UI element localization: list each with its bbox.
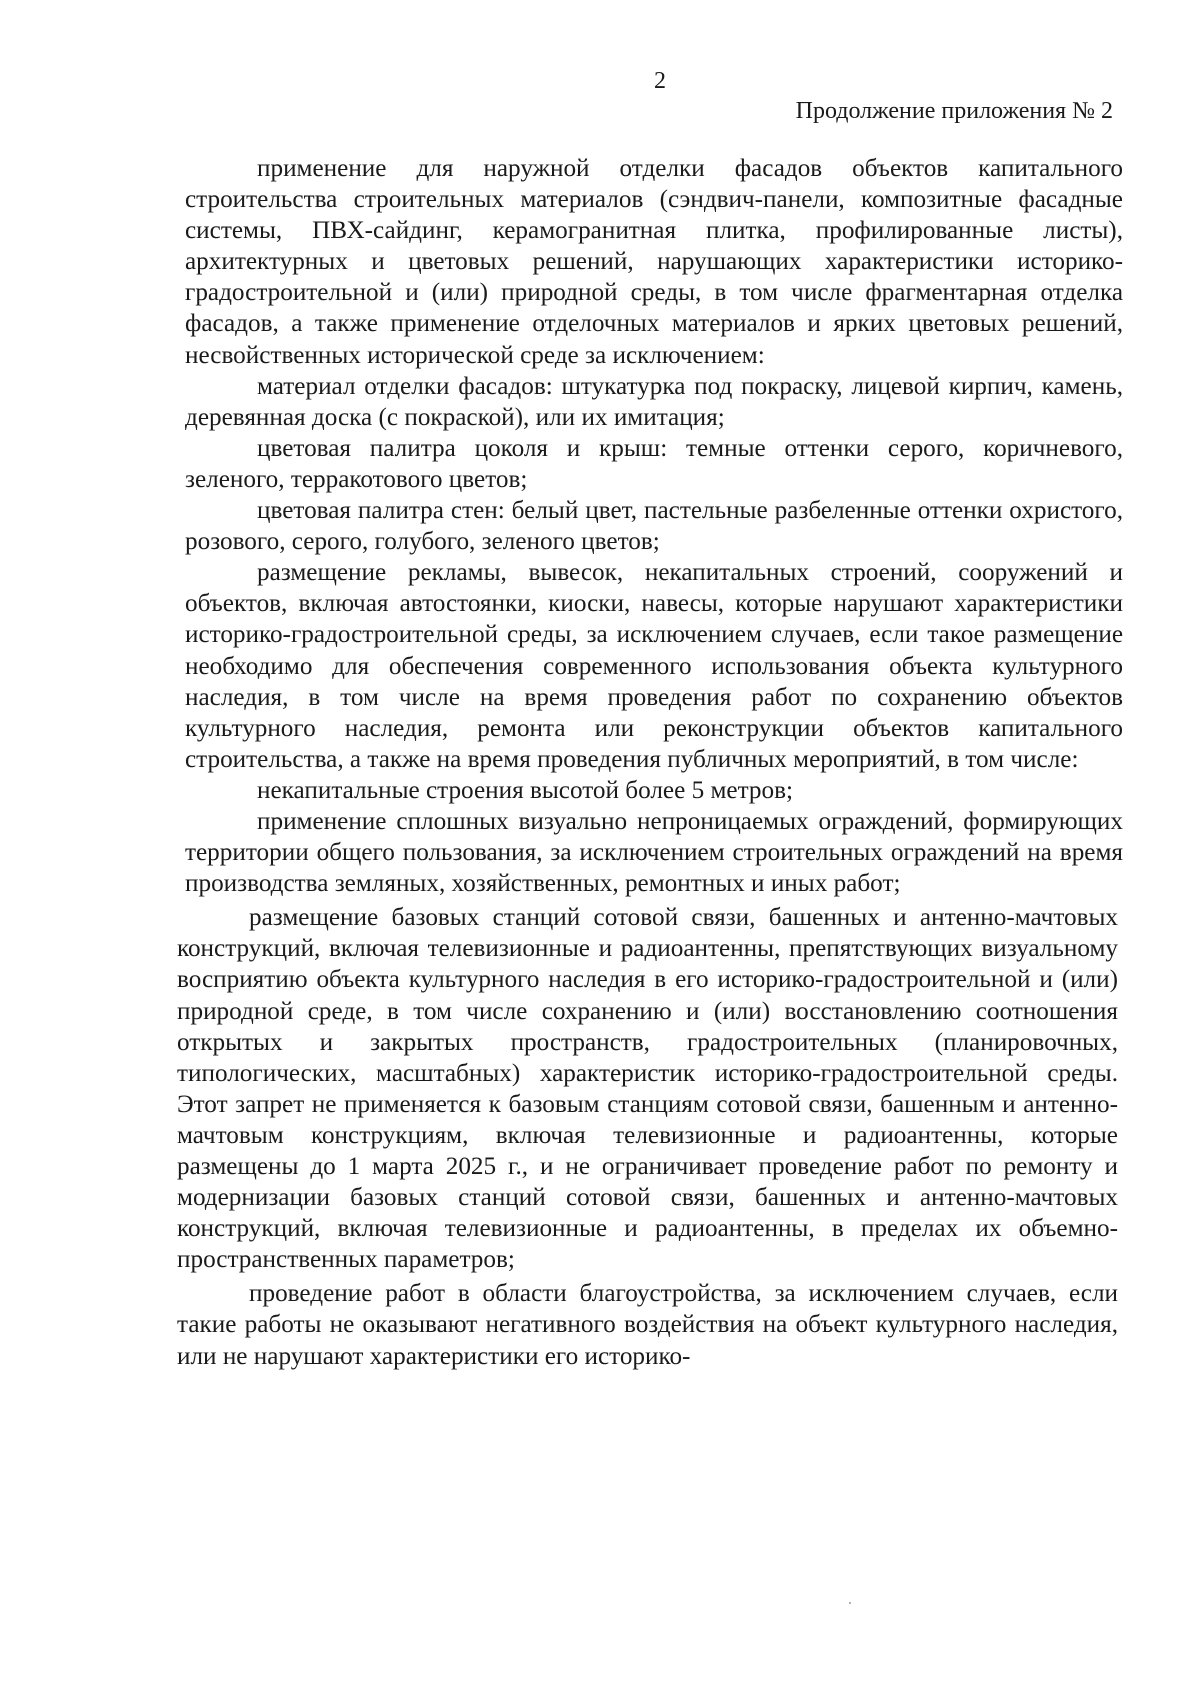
paragraph-advertising-placement: размещение рекламы, вывесок, некапитальных строений, сооружений и объектов, включая автостоянки, киоски, навесы, которые нарушают характеристики историко-градостроительной среды, за исключением случаев, если такое размещение необходимо для обеспечения современного использования объекта культурного наследия, в том числе на время проведения работ по сохранению объектов культурного наследия, ремонта или реконструкции объектов капитального строительства, а также на время проведения публичных мероприятий, в том числе:	[185, 559, 1123, 773]
paragraph-plinth-roof-palette: цветовая палитра цоколя и крыш: темные оттенки серого, коричневого, зеленого, терракотового цветов;	[185, 434, 1123, 493]
paragraph-solid-fences: применение сплошных визуально непроницаемых ограждений, формирующих территории общего пользования, за исключением строительных ограждений на время производства земляных, хозяйственных, ремонтных и иных работ;	[185, 807, 1123, 898]
paragraph-temporary-structures: некапитальные строения высотой более 5 метров;	[257, 776, 793, 804]
paragraph-landscaping-works: проведение работ в области благоустройства, за исключением случаев, если такие работы не оказывают негативного воздействия на объект культурного наследия, или не нарушают характеристики его историко-	[177, 1280, 1118, 1370]
scan-speck	[849, 1602, 851, 1604]
paragraph-cell-towers: размещение базовых станций сотовой связи, башенных и антенно-мачтовых конструкций, включая телевизионные и радиоантенны, препятствующих визуальному восприятию объекта культурного наследия в его историко-градостроительной и (или) природной среде, в том числе сохранению и (или) восстановлению соотношения открытых и закрытых пространств, градостроительных (планировочных, типологических, масштабных) характеристик историко-градостроительной среды. Этот запрет не применяется к базовым станциям сотовой связи, башенным и антенно-мачтовым конструкциям, включая телевизионные и радиоантенны, которые размещены до 1 марта 2025 г., и не ограничивает проведение работ по ремонту и модернизации базовых станций сотовой связи, башенных и антенно-мачтовых конструкций, включая телевизионные и радиоантенны, в пределах их объемно-пространственных параметров;	[177, 904, 1118, 1274]
appendix-continuation-label: Продолжение приложения № 2	[795, 98, 1113, 124]
paragraph-facade-material: материал отделки фасадов: штукатурка под покраску, лицевой кирпич, камень, деревянная доска (с покраской), или их имитация;	[185, 372, 1123, 431]
document-body	[177, 153, 1123, 1372]
paragraph-facade-finishing: применение для наружной отделки фасадов объектов капитального строительства строительных материалов (сэндвич-панели, композитные фасадные системы, ПВХ-сайдинг, керамогранитная плитка, профилированные листы), архитектурных и цветовых решений, нарушающих характеристики историко-градостроительной и (или) природной среды, в том числе фрагментарная отделка фасадов, а также применение отделочных материалов и ярких цветовых решений, несвойственных исторической среде за исключением:	[185, 155, 1123, 369]
page-number: 2	[654, 68, 666, 94]
paragraph-wall-palette: цветовая палитра стен: белый цвет, пастельные разбеленные оттенки охристого, розового, серого, голубого, зеленого цветов;	[185, 497, 1123, 556]
